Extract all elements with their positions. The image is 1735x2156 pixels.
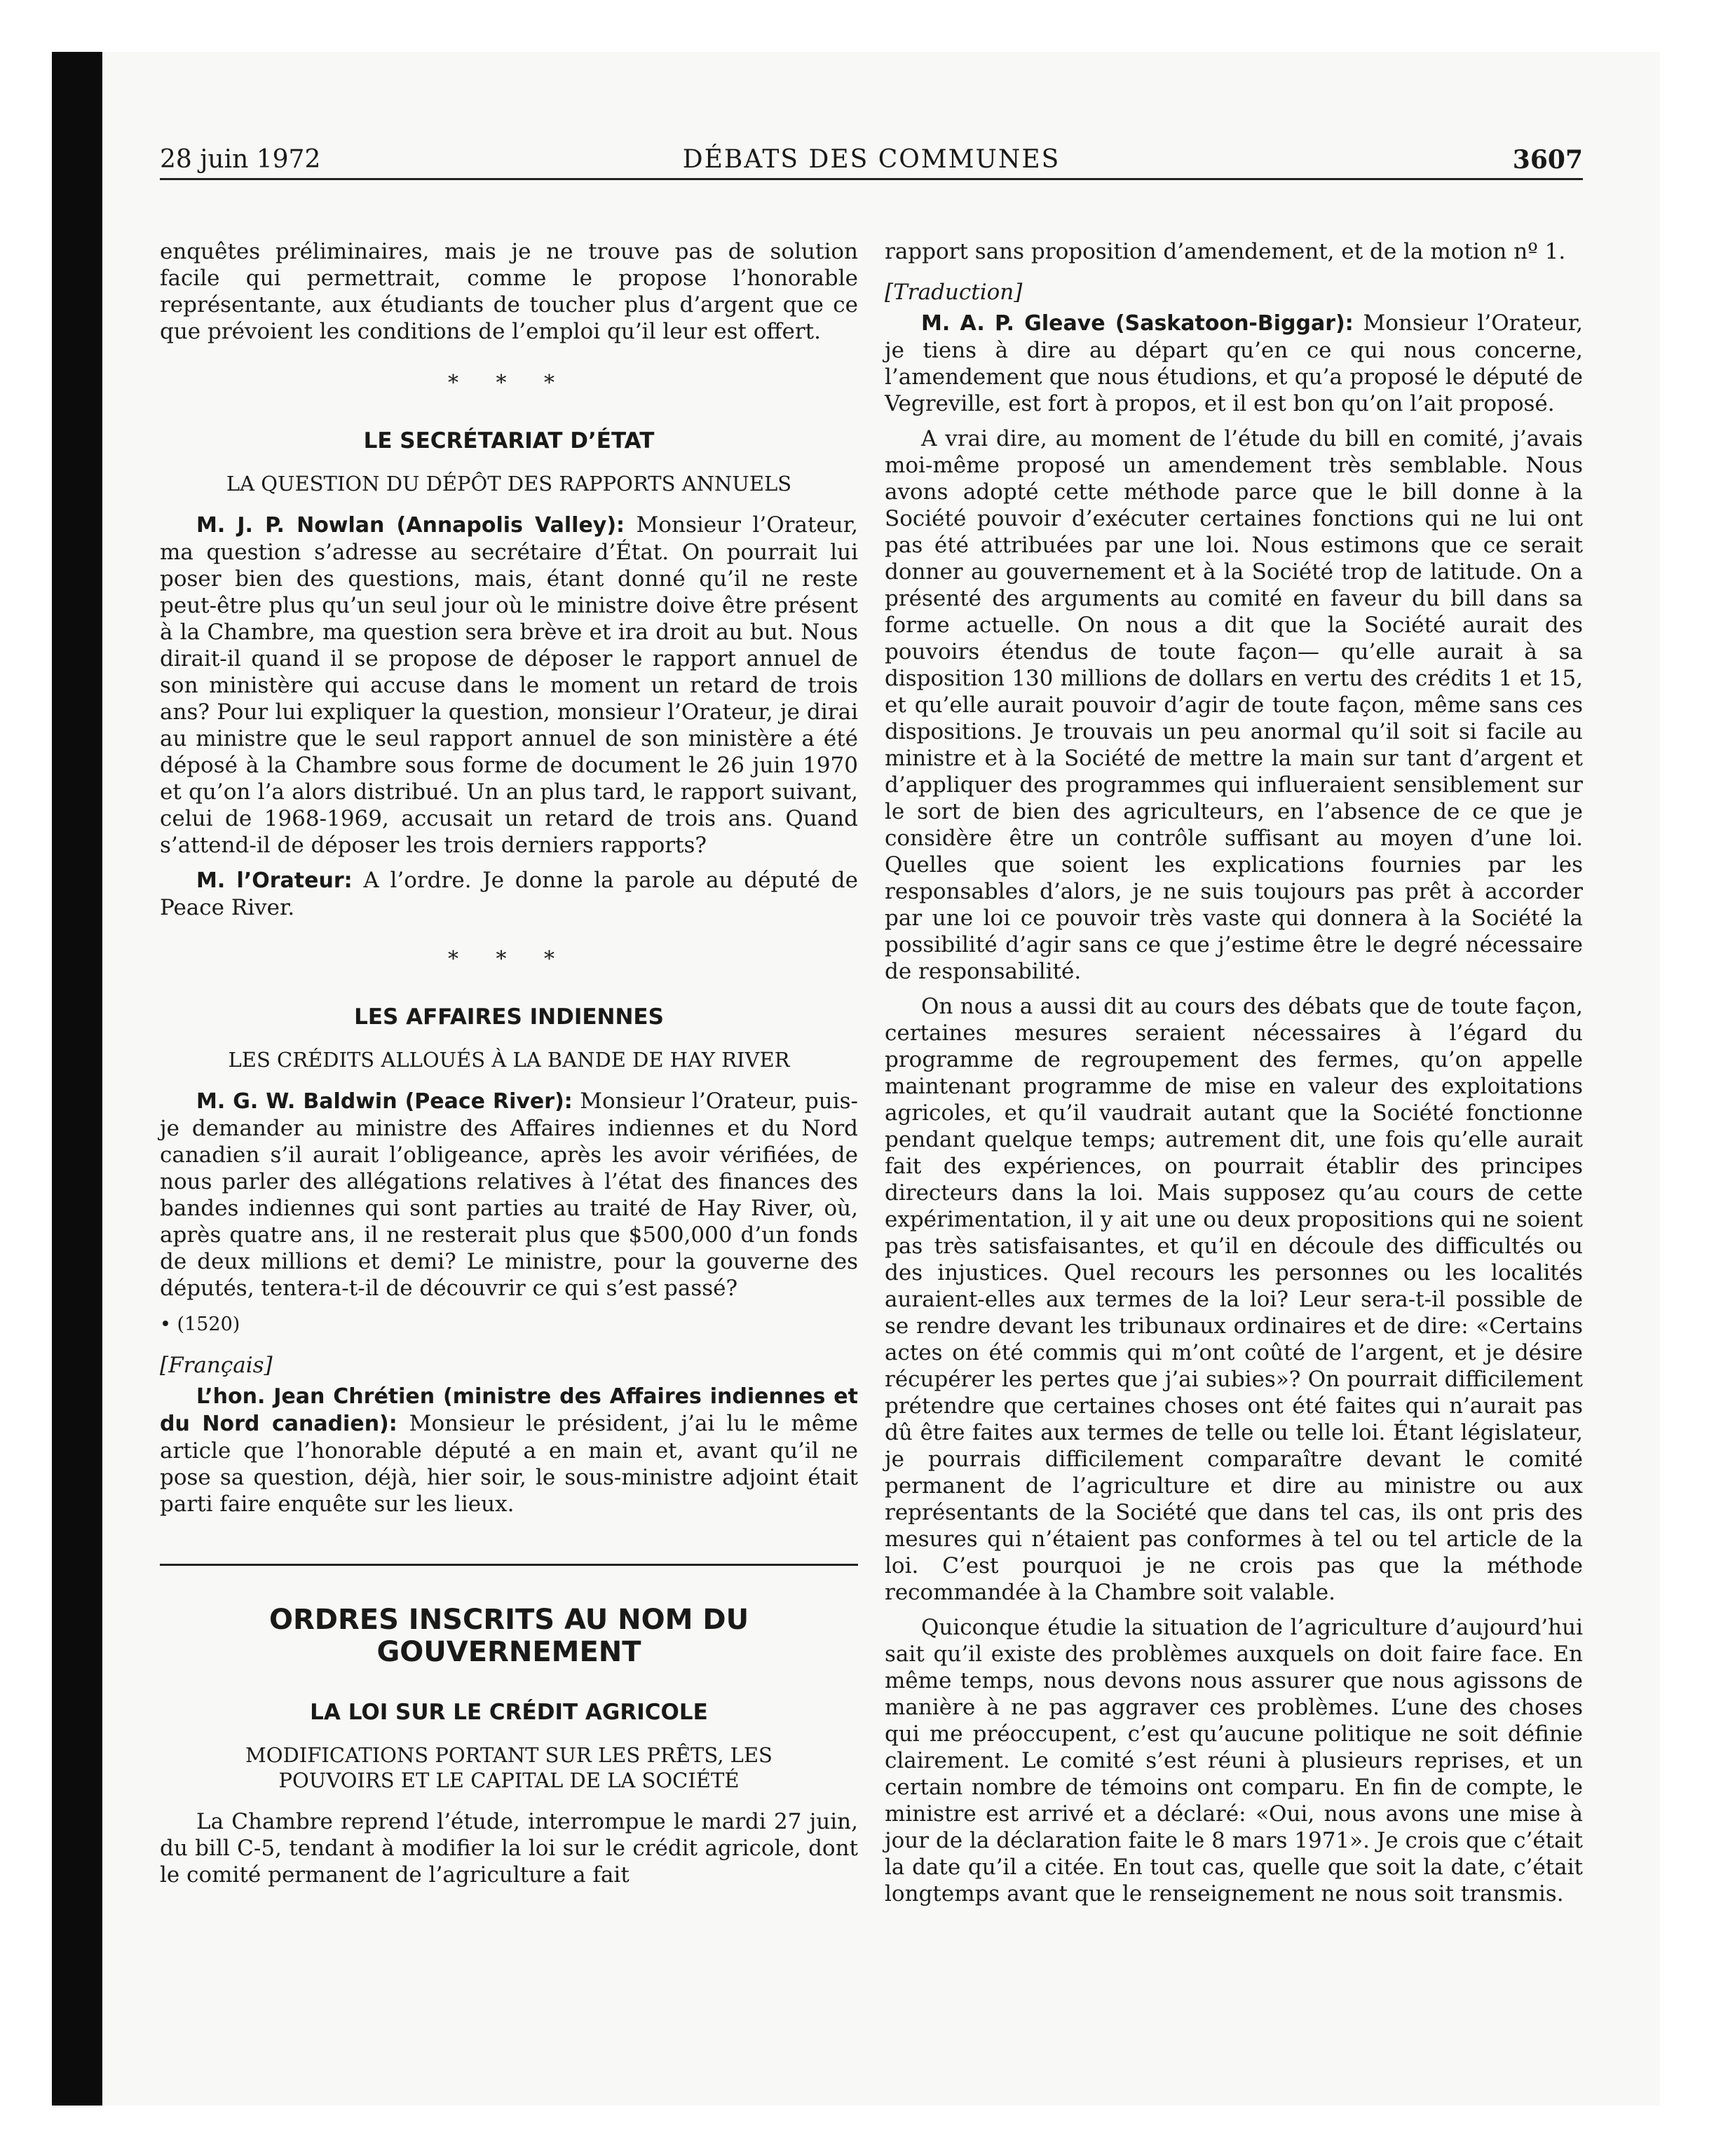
right-column	[885, 238, 1583, 1916]
section-separator: * * *	[447, 947, 571, 971]
speech-baldwin: Monsieur l’Orateur, puis-je demander au ministre des Affaires indiennes et du Nord canadien s’il aurait l’obligeance, après les avoir vérifiées, de nous parler des allégations relatives à l’état des finances des bandes indiennes qui sont parties au traité de Hay River, où, après quatre ans, il ne resterait plus que $500,000 d’un fonds de deux millions et demi? Le ministre, pour la gouverne des députés, tentera-t-il de découvrir ce qui s’est passé?	[160, 1089, 858, 1301]
paragraph-chambre: La Chambre reprend l’étude, interrompue le mardi 27 juin, du bill C-5, tendant à modifier la loi sur le crédit agricole, dont le comité permanent de l’agriculture a fait	[160, 1809, 858, 1888]
paragraph-gleave-3: On nous a aussi dit au cours des débats que de toute façon, certaines mesures seraient nécessaires à l’égard du programme de regroupement des fermes, qu’on appelle maintenant programme de mise en valeur des exploitations agricoles, et qu’il vaudrait autant que la Société fonctionne pendant quelque temps; autrement dit, une fois qu’elle aurait fait des expériences, on pourrait établir des principes directeurs dans la loi. Mais supposez qu’au cours de cette expérimentation, il y ait une ou deux propositions qui ne soient pas très satisfaisantes, et qu’il en découle des difficultés ou des injustices. Quel recours les personnes ou les localités auraient-elles aux termes de la loi? Leur sera-t-il possible de se rendre devant les tribunaux ordinaires et de dire: «Certains actes on été commis qui m’ont coûté de l’argent, et je désire récupérer les pertes que j’ai subies»? On pourrait difficilement prétendre que certaines choses ont été faites qui n’aurait pas dû être faites aux termes de telle ou telle loi. Étant législateur, je pourrais difficilement comparaître devant le comité permanent de l’agriculture et dire au ministre ou aux représentants de la Société que dans tel cas, ils ont pris des mesures qui n’étaient pas conformes à tel ou tel article de la loi. C’est pourquoi je ne crois pas que la méthode recommandée à la Chambre soit valable.	[885, 994, 1583, 1605]
speaker-chretien: L’hon. Jean Chrétien (ministre des Affaires indiennes et du Nord canadien):	[160, 1384, 858, 1436]
speech-gleave: Monsieur l’Orateur, je tiens à dire au départ qu’en ce qui nous concerne, l’amendement que nous étudions, et qu’a proposé le député de Vegreville, est fort à propos, et il est bon qu’on l’ait proposé.	[885, 311, 1584, 416]
paragraph-gleave-4: Quiconque étudie la situation de l’agriculture d’aujourd’hui sait qu’il existe des problèmes auxquels on doit faire face. En même temps, nous devons nous assurer que nous agissons de manière à ne pas aggraver ces problèmes. L’une des choses qui me préoccupent, c’est qu’aucune politique ne soit définie clairement. Le comité s’est réuni à plusieurs reprises, et un certain nombre de témoins ont comparu. En fin de compte, le ministre est arrivé et a déclaré: «Oui, nous avons une mise à jour de la déclaration faite le 8 mars 1971». Je crois que c’était la date qu’il a citée. En tout cas, quelle que soit la date, c’était longtemps avant que le renseignement ne nous soit transmis.	[885, 1615, 1583, 1906]
speaker-gleave: M. A. P. Gleave (Saskatoon-Biggar):	[921, 311, 1354, 336]
header-title: DÉBATS DES COMMUNES	[682, 145, 1061, 174]
speaker-orateur: M. l’Orateur:	[196, 868, 353, 893]
language-tag-traduction: [Traduction]	[885, 280, 1023, 305]
section-subheading-rapports: LA QUESTION DU DÉPÔT DES RAPPORTS ANNUELS	[226, 472, 792, 496]
speaker-baldwin: M. G. W. Baldwin (Peace River):	[196, 1089, 573, 1114]
speech-chretien: Monsieur le président, j’ai lu le même article que l’honorable député a en main et, avant qu’il ne pose sa question, déjà, hier soir, le sous-ministre adjoint était parti faire enquête sur les lieux.	[160, 1411, 858, 1517]
paragraph-gleave	[885, 310, 1583, 417]
language-tag-francais: [Français]	[160, 1353, 273, 1378]
paragraph-orateur	[160, 867, 858, 921]
paragraph-nowlan	[160, 512, 858, 859]
paragraph-gleave-2: A vrai dire, au moment de l’étude du bill en comité, j’avais moi-même proposé un amendement très semblable. Nous avons adopté cette méthode parce que le bill donne à la Société pouvoir d’exécuter certaines fonctions qui ne lui ont pas été attribuées par une loi. Nous estimons que ce serait donner au gouvernement et à la Société trop de latitude. On a présenté des arguments au comité en faveur du bill dans sa forme actuelle. On nous a dit que la Société aurait des pouvoirs étendus de toute façon— qu’elle aurait à sa disposition 130 millions de dollars en vertu des crédits 1 et 15, et qu’elle aurait pouvoir d’agir de toute façon, même sans ces dispositions. Je trouvais un peu anormal qu’il soit si facile au ministre et à la Société de mettre la main sur tant d’argent et d’appliquer des programmes qui influeraient sensiblement sur le sort de bien des agriculteurs, en l’absence de ce que je considère être un contrôle suffisant au moyen d’une loi. Quelles que soient les explications fournies par les responsables d’alors, je ne suis toujours pas prêt à accorder par une loi ce pouvoir très vaste qui donnera à la Société la possibilité d’agir sans ce que j’estime être le degré nécessaire de responsabilité.	[885, 426, 1583, 984]
section-subheading-hay-river: LES CRÉDITS ALLOUÉS À LA BANDE DE HAY RIVER	[228, 1048, 790, 1072]
header-date: 28 juin 1972	[160, 145, 321, 174]
left-column	[160, 238, 858, 1897]
section-heading-credit-agricole: LA LOI SUR LE CRÉDIT AGRICOLE	[310, 1700, 708, 1725]
orders-heading-line1: ORDRES INSCRITS AU NOM DU	[268, 1604, 749, 1636]
time-marker: • (1520)	[160, 1314, 240, 1335]
section-subheading-modifications	[160, 1742, 858, 1793]
running-header	[160, 143, 1583, 180]
speech-orateur: A l’ordre. Je donne la parole au député de Peace River.	[160, 868, 859, 920]
paragraph-continuation: rapport sans proposition d’amendement, et de la motion nº 1.	[885, 239, 1566, 264]
paragraph-baldwin	[160, 1088, 858, 1302]
page-number: 3607	[1512, 145, 1583, 175]
orders-heading	[160, 1604, 858, 1668]
speaker-nowlan: M. J. P. Nowlan (Annapolis Valley):	[196, 513, 625, 538]
scan-edge-bar	[52, 52, 102, 2106]
section-heading-affaires-indiennes: LES AFFAIRES INDIENNES	[354, 1004, 664, 1030]
speech-nowlan: Monsieur l’Orateur, ma question s’adresse au secrétaire d’État. On pourrait lui poser bien des questions, mais, étant donné qu’il ne reste peut-être plus qu’un seul jour où le ministre doive être présent à la Chambre, ma question sera brève et ira droit au but. Nous dirait-il quand il se propose de déposer le rapport annuel de son ministère qui accuse dans le moment un retard de trois ans? Pour lui expliquer la question, monsieur l’Orateur, je dirai au ministre que le seul rapport annuel de son ministère a été déposé à la Chambre sous forme de document le 26 juin 1970 et qu’on l’a alors distribué. Un an plus tard, le rapport suivant, celui de 1968-1969, accusait un retard de trois ans. Quand s’attend-il de déposer les trois derniers rapports?	[160, 512, 858, 858]
horizontal-rule	[160, 1564, 858, 1566]
subheading-line2: POUVOIRS ET LE CAPITAL DE LA SOCIÉTÉ	[278, 1768, 740, 1792]
orders-heading-line2: GOUVERNEMENT	[376, 1636, 641, 1668]
paragraph-intro: enquêtes préliminaires, mais je ne trouve pas de solution facile qui permettrait, comme le propose l’honorable représentante, aux étudiants de toucher plus d’argent que ce que prévoient les conditions de l’emploi qu’il leur est offert.	[160, 239, 858, 344]
paragraph-chretien	[160, 1383, 858, 1517]
section-separator: * * *	[447, 371, 571, 395]
subheading-line1: MODIFICATIONS PORTANT SUR LES PRÊTS, LES	[245, 1743, 773, 1767]
section-heading-secretariat: LE SECRÉTARIAT D’ÉTAT	[363, 428, 655, 453]
